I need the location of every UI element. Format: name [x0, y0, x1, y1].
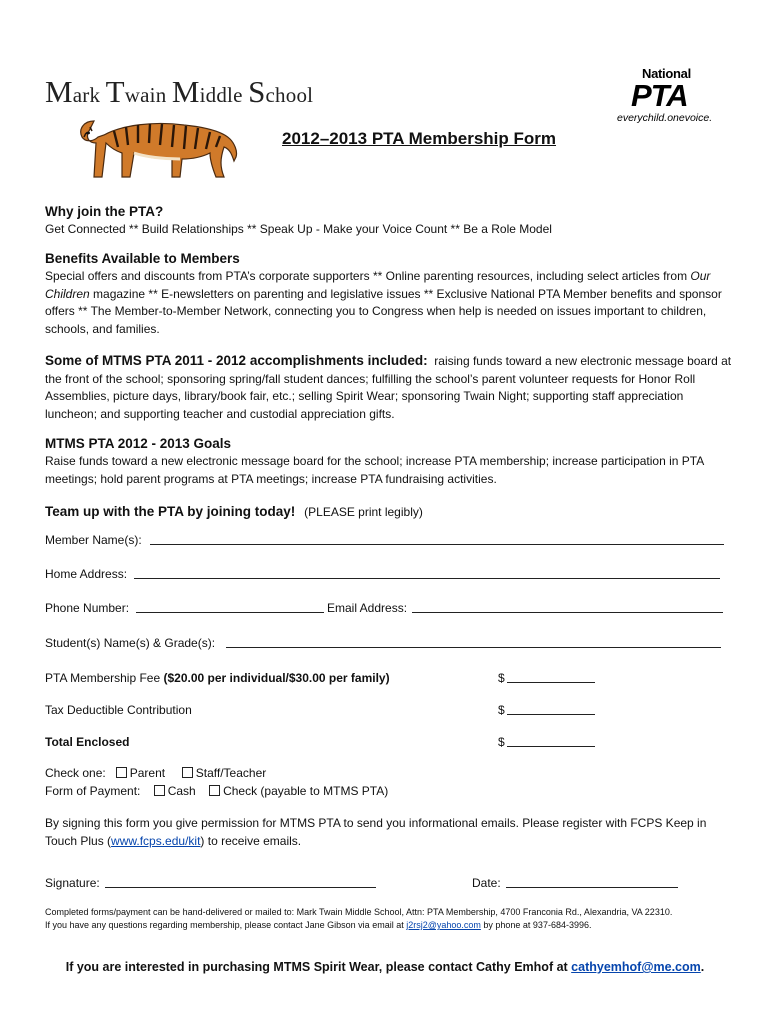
home-address-row: [45, 567, 127, 581]
member-names-field[interactable]: [150, 532, 724, 545]
national-pta-logo: [617, 66, 727, 128]
school-name-initial: S: [248, 74, 266, 109]
home-address-label: Home Address:: [45, 567, 128, 581]
school-name-word: chool: [265, 83, 314, 107]
tax-dollar: [498, 703, 505, 717]
school-name-word: ark: [72, 83, 106, 107]
dollar-sign: $: [498, 735, 505, 749]
goals-text: Raise funds toward a new electronic message board for the school; increase PTA membership; increase participation in PTA meetings; hold parent programs at PTA meetings; increase PTA fundraising activities.: [45, 454, 704, 486]
consent-text-a: By signing this form you give permission for MTMS PTA to send you informational emails. Please register with FCPS Keep in Touch Plus (: [45, 816, 707, 848]
team-line: [45, 503, 423, 521]
benefits-text: [45, 268, 735, 338]
payment-row: [45, 784, 388, 798]
fee-label: PTA Membership Fee: [45, 671, 164, 685]
total-amount-field[interactable]: [507, 734, 595, 747]
contact-text-a: If you have any questions regarding membership, please contact Jane Gibson via email at: [45, 920, 407, 930]
school-name-word: iddle: [199, 83, 249, 107]
goals-heading: MTMS PTA 2012 - 2013 Goals: [45, 436, 232, 451]
email-label: Email Address:: [327, 601, 408, 615]
consent-text-b: ) to receive emails.: [200, 833, 302, 848]
date-label: Date:: [472, 876, 501, 890]
spirit-wear-note: [0, 960, 770, 974]
consent-text: [45, 815, 715, 850]
students-row: [45, 636, 215, 650]
phone-field[interactable]: [136, 600, 324, 613]
why-heading: Why join the PTA?: [45, 204, 164, 219]
staff-label: Staff/Teacher: [195, 766, 267, 780]
school-name-initial: M: [45, 74, 73, 109]
fee-dollar: [498, 671, 505, 685]
spirit-email-link[interactable]: cathyemhof@me.com: [571, 960, 701, 974]
payment-label: Form of Payment:: [45, 784, 141, 798]
contact-text-b: by phone at 937-684-3996.: [480, 920, 592, 930]
home-address-field[interactable]: [134, 566, 720, 579]
benefits-text-a: Special offers and discounts from PTA’s corporate supporters ** Online parenting resources, including select articles from: [45, 269, 691, 283]
team-heading: Team up with the PTA by joining today!: [45, 504, 296, 519]
tax-label: Tax Deductible Contribution: [45, 703, 192, 717]
check-label: Check (payable to MTMS PTA): [223, 784, 389, 798]
logo-pta-text: PTA: [631, 78, 688, 113]
fee-amount-field[interactable]: [507, 670, 595, 683]
benefits-text-b: magazine ** E-newsletters on parenting and legislative issues ** Exclusive National PTA Member benefits and sponsor offers ** The Member-to-Member Network, connecting you to Congress when help is needed on issues important to children, schools, and families.: [45, 286, 722, 336]
form-title: 2012–2013 PTA Membership Form: [282, 129, 557, 148]
school-name-word: wain: [124, 83, 172, 107]
tiger-icon: [74, 103, 242, 183]
mailing-info: Completed forms/payment can be hand-delivered or mailed to: Mark Twain Middle School, Attn: PTA Membership, 4700 Franconia Rd., Alexandria, VA 22310.: [45, 907, 673, 917]
staff-checkbox[interactable]: [182, 767, 193, 778]
accomplishments-heading: Some of MTMS PTA 2011 - 2012 accomplishments included:: [45, 353, 428, 368]
date-row: [472, 876, 501, 890]
email-row: [327, 601, 407, 615]
school-name-initial: T: [105, 74, 125, 109]
email-field[interactable]: [412, 600, 723, 613]
students-field[interactable]: [226, 635, 721, 648]
fee-amounts: ($20.00 per individual/$30.00 per family): [163, 671, 390, 685]
tax-amount-field[interactable]: [507, 702, 595, 715]
member-names-label: Member Name(s):: [45, 533, 142, 547]
accomplishments-section: [45, 352, 735, 423]
signature-field[interactable]: [105, 875, 376, 888]
total-row: [45, 735, 129, 749]
tax-row: [45, 703, 192, 717]
accomplishments-text: raising funds toward a new electronic message board at the front of the school; sponsoring spring/fall student dances; fulfilling the school’s parent volunteer requests for Honor Roll Assemblies, picture days, library/book fair, etc.; selling Spirit Wear; sponsoring Twain Night; supporting staff appreciation luncheon; and supporting teacher and custodial appreciation gifts.: [45, 354, 732, 421]
students-label: Student(s) Name(s) & Grade(s):: [45, 636, 216, 650]
member-names-row: [45, 533, 142, 547]
total-dollar: [498, 735, 505, 749]
dollar-sign: $: [498, 671, 505, 685]
date-field[interactable]: [506, 875, 678, 888]
cash-label: Cash: [167, 784, 196, 798]
logo-national-text: National: [642, 66, 691, 81]
signature-label: Signature:: [45, 876, 100, 890]
why-text: Get Connected ** Build Relationships ** Speak Up - Make your Voice Count ** Be a Role Model: [45, 222, 552, 236]
phone-row: [45, 601, 129, 615]
check-one-row: [45, 766, 266, 780]
fcps-kit-link[interactable]: www.fcps.edu/kit: [111, 833, 201, 848]
benefits-heading: Benefits Available to Members: [45, 251, 240, 266]
phone-label: Phone Number:: [45, 601, 130, 615]
dollar-sign: $: [498, 703, 505, 717]
cash-checkbox[interactable]: [154, 785, 165, 796]
parent-checkbox[interactable]: [116, 767, 127, 778]
contact-info: [45, 919, 591, 932]
parent-label: Parent: [129, 766, 166, 780]
magazine-title: Our Children: [45, 269, 711, 301]
check-one-label: Check one:: [45, 766, 106, 780]
logo-tagline: everychild.onevoice.: [617, 112, 713, 124]
check-checkbox[interactable]: [209, 785, 220, 796]
signature-row: [45, 876, 100, 890]
fee-row: [45, 671, 390, 685]
total-label: Total Enclosed: [45, 735, 130, 749]
spirit-text-b: .: [700, 960, 705, 974]
school-name-initial: M: [171, 74, 200, 109]
spirit-text-a: If you are interested in purchasing MTMS Spirit Wear, please contact Cathy Emhof at: [65, 960, 572, 974]
team-note: (PLEASE print legibly): [304, 505, 423, 519]
contact-email-link[interactable]: j2rsj2@yahoo.com: [406, 920, 481, 930]
